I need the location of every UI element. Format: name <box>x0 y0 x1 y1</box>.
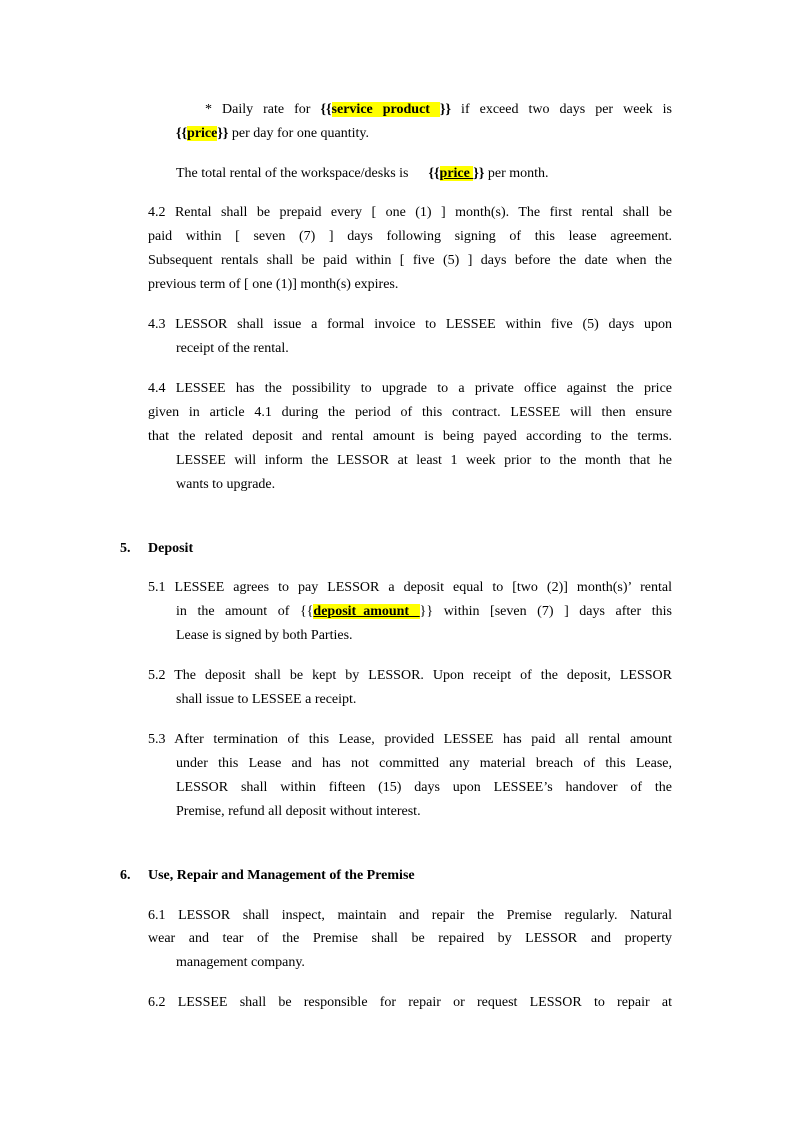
clause-4-4-line-5: wants to upgrade. <box>176 477 276 492</box>
daily-rate-line-1 <box>205 98 672 122</box>
clause-5-3-line-3: LESSOR shall within fifteen (15) days upon LESSEE’s handover of the <box>176 780 672 795</box>
clause-4-3-line-2: receipt of the rental. <box>176 341 289 356</box>
clause-5-2-line-1: 5.2 The deposit shall be kept by LESSOR. Upon receipt of the deposit, LESSOR <box>148 668 672 683</box>
clause-6-1-line-3: management company. <box>176 955 305 970</box>
clause-5-3-line-2: under this Lease and has not committed any material breach of this Lease, <box>176 756 672 771</box>
placeholder-close-brace: }} <box>439 102 452 117</box>
placeholder-open-brace: {{ <box>428 166 440 181</box>
placeholder-open-brace: {{ <box>320 102 332 117</box>
clause-4-4-line-1: 4.4 LESSEE has the possibility to upgrade to a private office against the price <box>148 381 672 396</box>
clause-4-2-line-1: 4.2 Rental shall be prepaid every [ one (1) ] month(s). The first rental shall be <box>148 205 672 220</box>
section-number: 5. <box>120 541 131 556</box>
placeholder-open-brace: {{ <box>176 126 188 141</box>
service-product-placeholder: service product <box>331 102 440 117</box>
clause-4-4-line-4: LESSEE will inform the LESSOR at least 1 week prior to the month that he <box>176 453 672 468</box>
section-number: 6. <box>120 868 131 883</box>
daily-rate-suffix: per day for one quantity. <box>228 126 370 141</box>
clause-6-1-line-2: wear and tear of the Premise shall be repaired by LESSOR and property <box>148 931 672 946</box>
clause-5-3-line-4: Premise, refund all deposit without interest. <box>176 804 421 819</box>
daily-rate-line-2 <box>176 122 369 146</box>
total-rental-text: The total rental of the workspace/desks is <box>176 166 409 181</box>
clause-4-2-line-3: Subsequent rentals shall be paid within [ five (5) ] days before the date when the <box>148 253 672 268</box>
placeholder-close-brace: }} <box>473 166 485 181</box>
price-placeholder: price <box>439 166 474 181</box>
clause-5-1-text-cont: }} within [seven (7) ] days after this <box>419 604 672 619</box>
section-title: Deposit <box>148 541 194 556</box>
clause-4-3-line-1: 4.3 LESSOR shall issue a formal invoice to LESSEE within five (5) days upon <box>148 317 672 332</box>
clause-5-1-line-3: Lease is signed by both Parties. <box>176 628 353 643</box>
clause-5-3-line-1: 5.3 After termination of this Lease, provided LESSEE has paid all rental amount <box>148 732 672 747</box>
section-title: Use, Repair and Management of the Premise <box>148 868 415 883</box>
clause-4-2-line-4: previous term of [ one (1)] month(s) expires. <box>148 277 399 292</box>
clause-4-4-line-2: given in article 4.1 during the period of this contract. LESSEE will then ensure <box>148 405 672 420</box>
price-placeholder: price <box>187 126 218 141</box>
daily-rate-text-cont: if exceed two days per week is <box>451 102 672 117</box>
placeholder-close-brace: }} <box>217 126 229 141</box>
clause-6-1-line-1: 6.1 LESSOR shall inspect, maintain and repair the Premise regularly. Natural <box>148 908 672 923</box>
total-rental-suffix: per month. <box>484 166 549 181</box>
daily-rate-text: * Daily rate for <box>205 102 321 117</box>
clause-5-1-line-2 <box>176 600 672 624</box>
total-rental-line <box>176 162 549 186</box>
deposit-amount-placeholder: deposit_amount <box>313 604 420 619</box>
section-5-heading <box>120 537 193 561</box>
clause-5-2-line-2: shall issue to LESSEE a receipt. <box>176 692 357 707</box>
section-6-heading <box>120 864 415 888</box>
clause-5-1-text: in the amount of {{ <box>176 604 314 619</box>
clause-4-2-line-2: paid within [ seven (7) ] days following signing of this lease agreement. <box>148 229 672 244</box>
clause-5-1-line-1: 5.1 LESSEE agrees to pay LESSOR a deposit equal to [two (2)] month(s)’ rental <box>148 580 672 595</box>
clause-6-2-line-1: 6.2 LESSEE shall be responsible for repair or request LESSOR to repair at <box>148 995 672 1010</box>
clause-4-4-line-3: that the related deposit and rental amount is being payed according to the terms. <box>148 429 672 444</box>
